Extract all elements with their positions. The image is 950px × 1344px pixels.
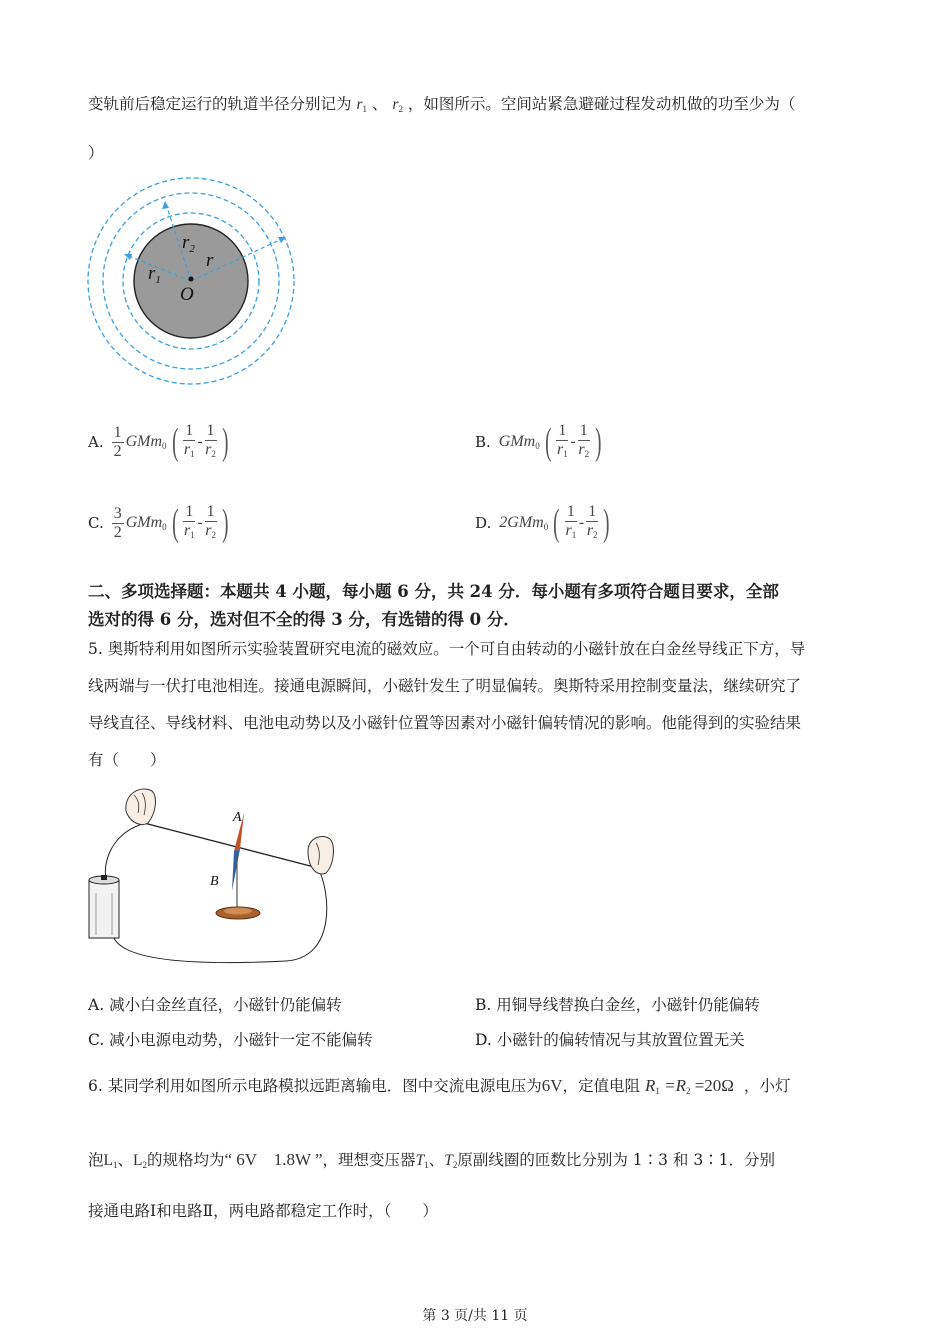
label-r1: $r_1$: [148, 263, 161, 286]
q5-option-c[interactable]: C. 减小电源电动势，小磁针一定不能偏转: [88, 1031, 373, 1049]
section2-heading-line1: 二、多项选择题：本题共 4 小题，每小题 6 分，共 24 分．每小题有多项符合题目要求，全部: [88, 582, 779, 601]
orbit-diagram: [86, 176, 298, 386]
oersted-apparatus-diagram: [86, 783, 346, 973]
T1-symbol: $T_1$: [415, 1152, 429, 1170]
q5-line4: 有（ ）: [88, 751, 166, 769]
label-B: B: [210, 874, 219, 889]
q6-line2: 泡$L_1$、$L_2$的规格均为“ 6V 1.8W ”，理想变压器$T_1$、$T_2$原副线圈的匝数比分别为 1∶3 和 3∶1．分别: [88, 1150, 776, 1170]
coef-fraction: $\frac{3}{2}$: [113, 504, 122, 541]
q4-line2: ）: [88, 144, 104, 162]
L2-symbol: $L_2$: [133, 1152, 147, 1170]
right-hand-icon: [308, 836, 333, 874]
label-A: A: [233, 810, 242, 825]
q5-option-a[interactable]: A. 减小白金丝直径，小磁针仍能偏转: [88, 996, 342, 1014]
label-r2: $r_2$: [182, 232, 195, 255]
q5-line1: 5. 奥斯特利用如图所示实验装置研究电流的磁效应。一个可自由转动的小磁针放在白金丝导线正下方，导: [88, 640, 806, 658]
q4-option-c[interactable]: C. $\frac{3}{2}$ GMm$_0$ ( $\frac{1}{r_1}$ - $\frac{1}{r_2}$ ): [88, 502, 229, 544]
L1-symbol: $L_1$: [103, 1152, 118, 1170]
section2-heading-line2: 选对的得 6 分，选对但不全的得 3 分，有选错的得 0 分．: [88, 610, 520, 629]
q4-line1: 变轨前后稳定运行的轨道半径分别记为 $r_1$ 、 $r_2$ ，如图所示。空间站紧急避碰过程发动机做的功至少为（: [88, 95, 796, 114]
r2-symbol: $r_2$: [392, 96, 403, 114]
battery-icon: [89, 875, 119, 938]
q4-option-a[interactable]: A. $\frac{1}{2}$ GMm$_0$ ( $\frac{1}{r_1}$ - $\frac{1}{r_2}$ ): [88, 421, 229, 463]
coef-fraction: $\frac{1}{2}$: [113, 423, 122, 460]
q5-line3: 导线直径、导线材料、电池电动势以及小磁针位置等因素对小磁针偏转情况的影响。他能得到的实验结果: [88, 714, 802, 732]
r1-symbol: $r_1$: [356, 96, 367, 114]
q6-line1: 6. 某同学利用如图所示电路模拟远距离输电．图中交流电源电压为6V，定值电阻 $R_1 =R_2 =20\Omega$ ，小灯: [88, 1076, 791, 1096]
q4-option-d[interactable]: D. 2GMm$_0$ ( $\frac{1}{r_1}$ - $\frac{1}{r_2}$ ): [475, 502, 610, 544]
q4-option-b[interactable]: B. GMm$_0$ ( $\frac{1}{r_1}$ - $\frac{1}{r_2}$ ): [475, 421, 602, 463]
label-O: O: [180, 284, 194, 305]
q5-option-b[interactable]: B. 用铜导线替换白金丝，小磁针仍能偏转: [475, 996, 760, 1014]
magnetic-needle-icon: [216, 813, 260, 919]
resistor-equation: $R_1 =R_2 =20\Omega$: [644, 1076, 734, 1096]
label-r: r: [206, 250, 214, 271]
q6-line3: 接通电路Ⅰ和电路Ⅱ，两电路都稳定工作时，（ ）: [88, 1202, 438, 1220]
T2-symbol: $T_2$: [444, 1152, 458, 1170]
left-hand-icon: [126, 789, 156, 824]
q5-option-d[interactable]: D. 小磁针的偏转情况与其放置位置无关: [475, 1031, 745, 1049]
q5-line2: 线两端与一伏打电池相连。接通电源瞬间，小磁针发生了明显偏转。奥斯特采用控制变量法，继续研究了: [88, 677, 802, 695]
page-footer: 第 3 页/共 11 页: [422, 1308, 528, 1324]
